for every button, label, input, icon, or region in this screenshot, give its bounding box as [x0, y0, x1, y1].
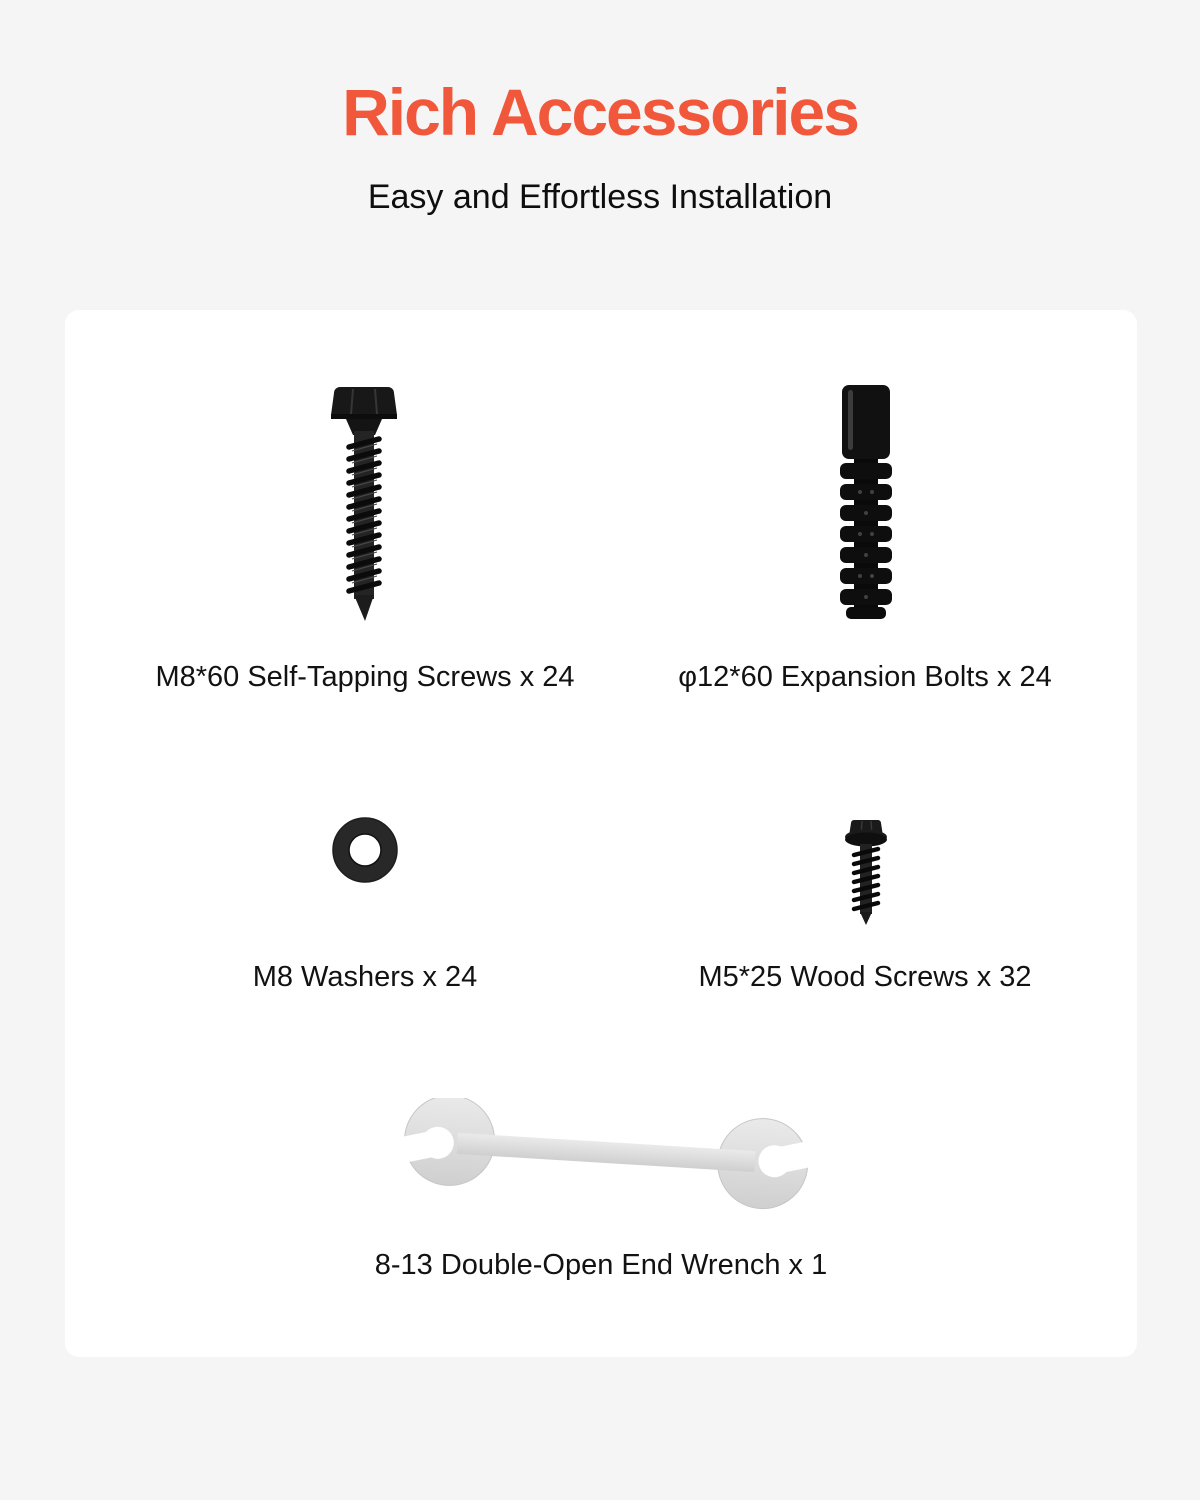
- expansion-bolt-icon: [840, 385, 892, 625]
- item-label-wrench: 8-13 Double-Open End Wrench x 1: [374, 1249, 828, 1281]
- item-label-self-tapping-screws: M8*60 Self-Tapping Screws x 24: [155, 661, 575, 693]
- item-label-expansion-bolts: φ12*60 Expansion Bolts x 24: [678, 661, 1052, 693]
- item-label-wood-screws: M5*25 Wood Screws x 32: [698, 961, 1032, 993]
- hex-self-tapping-screw-icon: [316, 383, 412, 628]
- page-subtitle: Easy and Effortless Installation: [367, 178, 833, 216]
- page-title: Rich Accessories: [342, 75, 858, 149]
- accessories-card: [65, 310, 1137, 1357]
- double-open-end-wrench-icon: [391, 1098, 821, 1215]
- washer-icon: [331, 816, 399, 889]
- wood-screw-icon: [838, 818, 894, 931]
- item-label-washers: M8 Washers x 24: [252, 961, 478, 993]
